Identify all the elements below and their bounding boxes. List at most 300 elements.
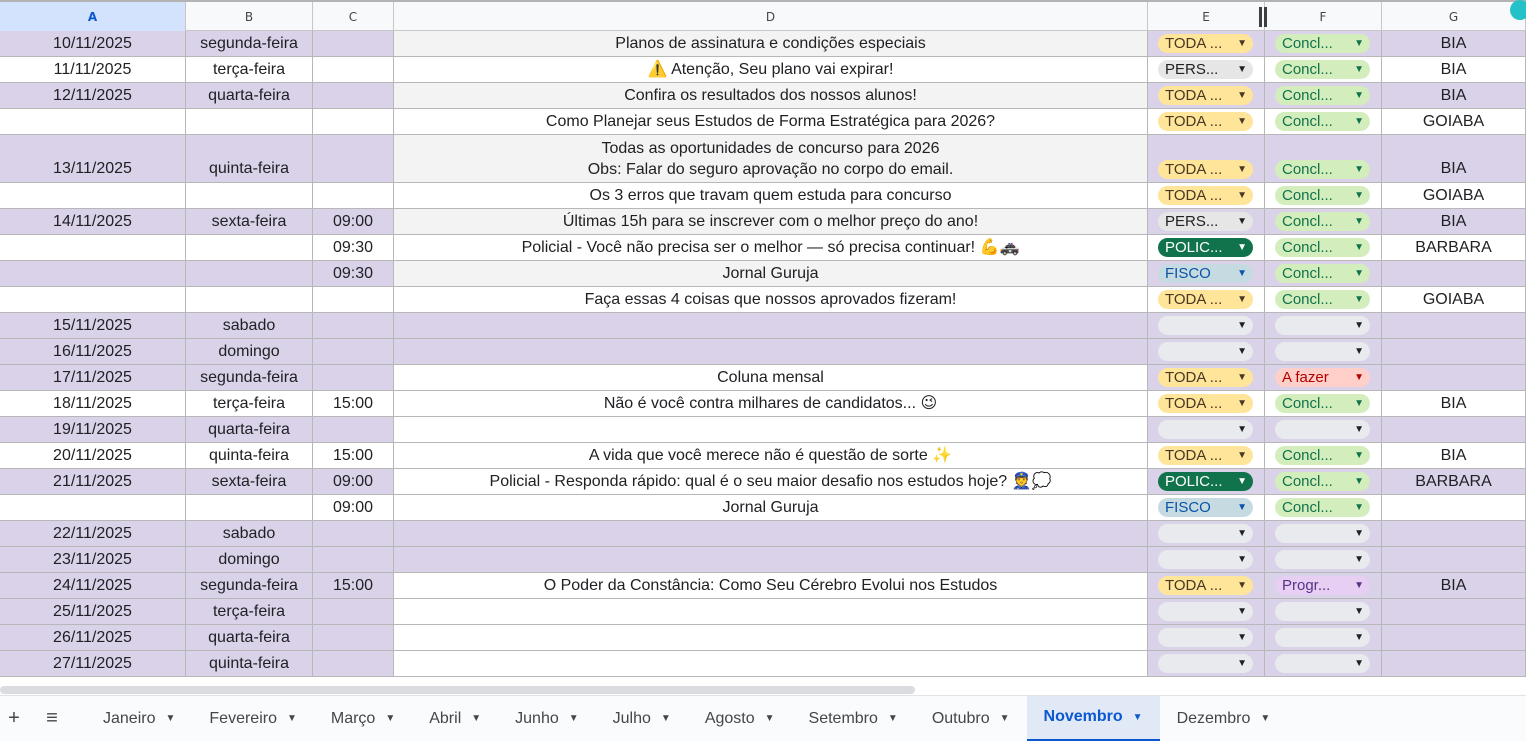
owner-cell[interactable] xyxy=(1382,599,1526,625)
weekday-cell[interactable]: domingo xyxy=(186,339,313,365)
owner-cell[interactable]: BARBARA xyxy=(1382,235,1526,261)
content-cell[interactable] xyxy=(394,109,1148,135)
dropdown-arrow-icon[interactable]: ▼ xyxy=(1354,190,1364,201)
weekday-cell[interactable] xyxy=(186,495,313,521)
status-cell[interactable] xyxy=(1265,417,1382,443)
dropdown-arrow-icon[interactable]: ▼ xyxy=(1237,632,1247,643)
time-cell[interactable] xyxy=(313,625,394,651)
cell-grid[interactable] xyxy=(0,31,1526,677)
date-cell[interactable] xyxy=(0,287,186,313)
content-cell[interactable] xyxy=(394,287,1148,313)
dropdown-arrow-icon[interactable]: ▼ xyxy=(1354,268,1364,279)
type-dropdown-chip[interactable] xyxy=(1158,628,1253,647)
dropdown-arrow-icon[interactable]: ▼ xyxy=(1354,294,1364,305)
weekday-cell[interactable]: sabado xyxy=(186,521,313,547)
type-dropdown-chip[interactable] xyxy=(1158,290,1253,309)
column-header-a[interactable]: A xyxy=(0,2,186,31)
type-dropdown-chip[interactable] xyxy=(1158,186,1253,205)
type-cell[interactable] xyxy=(1148,313,1265,339)
status-cell[interactable] xyxy=(1265,599,1382,625)
type-cell[interactable] xyxy=(1148,83,1265,109)
weekday-cell[interactable]: quarta-feira xyxy=(186,83,313,109)
content-cell[interactable] xyxy=(394,417,1148,443)
status-dropdown-chip[interactable] xyxy=(1275,524,1370,543)
dropdown-arrow-icon[interactable]: ▼ xyxy=(1354,502,1364,513)
all-sheets-menu-icon[interactable]: ≡ xyxy=(46,707,58,729)
owner-cell[interactable] xyxy=(1382,313,1526,339)
dropdown-arrow-icon[interactable]: ▼ xyxy=(1354,372,1364,383)
dropdown-arrow-icon[interactable]: ▼ xyxy=(1237,606,1247,617)
type-cell[interactable] xyxy=(1148,547,1265,573)
weekday-cell[interactable]: quinta-feira xyxy=(186,135,313,183)
dropdown-arrow-icon[interactable]: ▼ xyxy=(1354,450,1364,461)
tab-menu-arrow-icon[interactable]: ▼ xyxy=(165,713,176,724)
date-cell[interactable]: 18/11/2025 xyxy=(0,391,186,417)
sheet-tab-abril[interactable] xyxy=(412,696,498,741)
tab-menu-arrow-icon[interactable]: ▼ xyxy=(764,713,775,724)
weekday-cell[interactable]: segunda-feira xyxy=(186,573,313,599)
date-cell[interactable]: 21/11/2025 xyxy=(0,469,186,495)
tab-menu-arrow-icon[interactable]: ▼ xyxy=(1260,713,1271,724)
status-cell[interactable] xyxy=(1265,469,1382,495)
status-dropdown-chip[interactable] xyxy=(1275,212,1370,231)
weekday-cell[interactable] xyxy=(186,261,313,287)
date-cell[interactable]: 14/11/2025 xyxy=(0,209,186,235)
date-cell[interactable]: 16/11/2025 xyxy=(0,339,186,365)
owner-cell[interactable]: BIA xyxy=(1382,391,1526,417)
type-dropdown-chip[interactable] xyxy=(1158,34,1253,53)
dropdown-arrow-icon[interactable]: ▼ xyxy=(1354,606,1364,617)
type-dropdown-chip[interactable] xyxy=(1158,550,1253,569)
type-cell[interactable] xyxy=(1148,651,1265,677)
tab-menu-arrow-icon[interactable]: ▼ xyxy=(471,713,482,724)
type-dropdown-chip[interactable] xyxy=(1158,602,1253,621)
type-dropdown-chip[interactable] xyxy=(1158,316,1253,335)
type-cell[interactable] xyxy=(1148,417,1265,443)
dropdown-arrow-icon[interactable]: ▼ xyxy=(1237,268,1247,279)
status-cell[interactable] xyxy=(1265,287,1382,313)
status-cell[interactable] xyxy=(1265,443,1382,469)
owner-cell[interactable]: GOIABA xyxy=(1382,109,1526,135)
tab-menu-arrow-icon[interactable]: ▼ xyxy=(999,713,1010,724)
time-cell[interactable] xyxy=(313,547,394,573)
type-cell[interactable] xyxy=(1148,235,1265,261)
date-cell[interactable] xyxy=(0,261,186,287)
content-cell[interactable] xyxy=(394,313,1148,339)
weekday-cell[interactable]: sabado xyxy=(186,313,313,339)
weekday-cell[interactable]: quinta-feira xyxy=(186,443,313,469)
sheet-tab-janeiro[interactable] xyxy=(86,696,192,741)
dropdown-arrow-icon[interactable]: ▼ xyxy=(1354,658,1364,669)
weekday-cell[interactable]: terça-feira xyxy=(186,391,313,417)
tab-menu-arrow-icon[interactable]: ▼ xyxy=(568,713,579,724)
content-cell[interactable] xyxy=(394,235,1148,261)
date-cell[interactable] xyxy=(0,495,186,521)
status-dropdown-chip[interactable] xyxy=(1275,420,1370,439)
time-cell[interactable] xyxy=(313,521,394,547)
time-cell[interactable] xyxy=(313,287,394,313)
date-cell[interactable]: 13/11/2025 xyxy=(0,135,186,183)
time-cell[interactable]: 15:00 xyxy=(313,391,394,417)
tab-menu-arrow-icon[interactable]: ▼ xyxy=(385,713,396,724)
type-dropdown-chip[interactable] xyxy=(1158,86,1253,105)
date-cell[interactable]: 17/11/2025 xyxy=(0,365,186,391)
sheet-tab-marco[interactable] xyxy=(314,696,412,741)
sheet-tab-fevereiro[interactable] xyxy=(192,696,313,741)
column-header-f[interactable]: F xyxy=(1265,2,1382,31)
status-dropdown-chip[interactable] xyxy=(1275,290,1370,309)
status-dropdown-chip[interactable] xyxy=(1275,112,1370,131)
time-cell[interactable]: 09:30 xyxy=(313,235,394,261)
time-cell[interactable] xyxy=(313,339,394,365)
type-cell[interactable] xyxy=(1148,599,1265,625)
owner-cell[interactable] xyxy=(1382,339,1526,365)
dropdown-arrow-icon[interactable]: ▼ xyxy=(1354,554,1364,565)
status-cell[interactable] xyxy=(1265,209,1382,235)
type-cell[interactable] xyxy=(1148,57,1265,83)
owner-cell[interactable]: GOIABA xyxy=(1382,287,1526,313)
type-cell[interactable] xyxy=(1148,573,1265,599)
time-cell[interactable]: 09:00 xyxy=(313,469,394,495)
owner-cell[interactable] xyxy=(1382,365,1526,391)
date-cell[interactable]: 25/11/2025 xyxy=(0,599,186,625)
type-cell[interactable] xyxy=(1148,339,1265,365)
status-dropdown-chip[interactable] xyxy=(1275,628,1370,647)
tab-menu-arrow-icon[interactable]: ▼ xyxy=(286,713,297,724)
dropdown-arrow-icon[interactable]: ▼ xyxy=(1237,294,1247,305)
dropdown-arrow-icon[interactable]: ▼ xyxy=(1354,38,1364,49)
status-cell[interactable] xyxy=(1265,547,1382,573)
type-dropdown-chip[interactable] xyxy=(1158,112,1253,131)
type-cell[interactable] xyxy=(1148,183,1265,209)
status-cell[interactable] xyxy=(1265,135,1382,183)
owner-cell[interactable] xyxy=(1382,625,1526,651)
dropdown-arrow-icon[interactable]: ▼ xyxy=(1237,658,1247,669)
dropdown-arrow-icon[interactable]: ▼ xyxy=(1237,424,1247,435)
collaborator-avatar[interactable] xyxy=(1510,0,1526,20)
date-cell[interactable]: 26/11/2025 xyxy=(0,625,186,651)
time-cell[interactable] xyxy=(313,599,394,625)
owner-cell[interactable] xyxy=(1382,521,1526,547)
tab-menu-arrow-icon[interactable]: ▼ xyxy=(1132,711,1143,723)
sheet-tab-dezembro[interactable] xyxy=(1160,696,1288,741)
type-cell[interactable] xyxy=(1148,31,1265,57)
type-cell[interactable] xyxy=(1148,469,1265,495)
status-dropdown-chip[interactable] xyxy=(1275,34,1370,53)
type-cell[interactable] xyxy=(1148,209,1265,235)
status-dropdown-chip[interactable] xyxy=(1275,186,1370,205)
type-dropdown-chip[interactable] xyxy=(1158,160,1253,179)
type-cell[interactable] xyxy=(1148,287,1265,313)
dropdown-arrow-icon[interactable]: ▼ xyxy=(1354,90,1364,101)
status-dropdown-chip[interactable] xyxy=(1275,60,1370,79)
type-cell[interactable] xyxy=(1148,261,1265,287)
status-cell[interactable] xyxy=(1265,651,1382,677)
status-dropdown-chip[interactable] xyxy=(1275,368,1370,387)
time-cell[interactable] xyxy=(313,57,394,83)
status-dropdown-chip[interactable] xyxy=(1275,264,1370,283)
dropdown-arrow-icon[interactable]: ▼ xyxy=(1237,64,1247,75)
date-cell[interactable] xyxy=(0,183,186,209)
type-dropdown-chip[interactable] xyxy=(1158,368,1253,387)
tab-menu-arrow-icon[interactable]: ▼ xyxy=(887,713,898,724)
time-cell[interactable] xyxy=(313,183,394,209)
type-dropdown-chip[interactable] xyxy=(1158,576,1253,595)
date-cell[interactable]: 23/11/2025 xyxy=(0,547,186,573)
dropdown-arrow-icon[interactable]: ▼ xyxy=(1354,476,1364,487)
owner-cell[interactable]: BIA xyxy=(1382,31,1526,57)
time-cell[interactable] xyxy=(313,83,394,109)
content-cell[interactable] xyxy=(394,651,1148,677)
date-cell[interactable]: 20/11/2025 xyxy=(0,443,186,469)
content-cell[interactable] xyxy=(394,339,1148,365)
status-dropdown-chip[interactable] xyxy=(1275,550,1370,569)
content-cell[interactable] xyxy=(394,365,1148,391)
tab-menu-arrow-icon[interactable]: ▼ xyxy=(660,713,671,724)
content-cell[interactable] xyxy=(394,521,1148,547)
owner-cell[interactable]: BIA xyxy=(1382,135,1526,183)
dropdown-arrow-icon[interactable]: ▼ xyxy=(1354,64,1364,75)
column-header-g[interactable]: G xyxy=(1382,2,1526,31)
dropdown-arrow-icon[interactable]: ▼ xyxy=(1237,190,1247,201)
type-dropdown-chip[interactable] xyxy=(1158,394,1253,413)
content-cell[interactable] xyxy=(394,495,1148,521)
type-cell[interactable] xyxy=(1148,365,1265,391)
time-cell[interactable]: 15:00 xyxy=(313,573,394,599)
content-cell[interactable] xyxy=(394,443,1148,469)
status-cell[interactable] xyxy=(1265,391,1382,417)
type-dropdown-chip[interactable] xyxy=(1158,420,1253,439)
column-header-d[interactable]: D xyxy=(394,2,1148,31)
content-cell[interactable] xyxy=(394,469,1148,495)
type-dropdown-chip[interactable] xyxy=(1158,498,1253,517)
status-cell[interactable] xyxy=(1265,83,1382,109)
type-cell[interactable] xyxy=(1148,443,1265,469)
column-header-e[interactable]: E xyxy=(1148,2,1265,31)
status-cell[interactable] xyxy=(1265,31,1382,57)
owner-cell[interactable] xyxy=(1382,651,1526,677)
status-dropdown-chip[interactable] xyxy=(1275,446,1370,465)
status-cell[interactable] xyxy=(1265,183,1382,209)
content-cell[interactable] xyxy=(394,31,1148,57)
content-cell[interactable] xyxy=(394,183,1148,209)
type-dropdown-chip[interactable] xyxy=(1158,446,1253,465)
weekday-cell[interactable] xyxy=(186,183,313,209)
dropdown-arrow-icon[interactable]: ▼ xyxy=(1237,476,1247,487)
weekday-cell[interactable]: domingo xyxy=(186,547,313,573)
owner-cell[interactable]: BIA xyxy=(1382,573,1526,599)
dropdown-arrow-icon[interactable]: ▼ xyxy=(1237,320,1247,331)
owner-cell[interactable] xyxy=(1382,417,1526,443)
date-cell[interactable] xyxy=(0,109,186,135)
time-cell[interactable] xyxy=(313,417,394,443)
dropdown-arrow-icon[interactable]: ▼ xyxy=(1237,38,1247,49)
time-cell[interactable] xyxy=(313,313,394,339)
type-dropdown-chip[interactable] xyxy=(1158,654,1253,673)
content-cell[interactable] xyxy=(394,547,1148,573)
time-cell[interactable] xyxy=(313,651,394,677)
table-row xyxy=(0,521,1526,547)
type-dropdown-chip[interactable] xyxy=(1158,60,1253,79)
type-cell[interactable] xyxy=(1148,495,1265,521)
weekday-cell[interactable] xyxy=(186,109,313,135)
weekday-cell[interactable]: terça-feira xyxy=(186,57,313,83)
status-cell[interactable] xyxy=(1265,313,1382,339)
dropdown-arrow-icon[interactable]: ▼ xyxy=(1354,398,1364,409)
owner-cell[interactable]: BIA xyxy=(1382,209,1526,235)
status-dropdown-chip[interactable] xyxy=(1275,238,1370,257)
type-cell[interactable] xyxy=(1148,625,1265,651)
content-cell[interactable] xyxy=(394,209,1148,235)
content-cell[interactable] xyxy=(394,599,1148,625)
status-cell[interactable] xyxy=(1265,365,1382,391)
dropdown-arrow-icon[interactable]: ▼ xyxy=(1237,502,1247,513)
sheet-tab-junho[interactable] xyxy=(498,696,596,741)
dropdown-arrow-icon[interactable]: ▼ xyxy=(1237,242,1247,253)
type-dropdown-chip[interactable] xyxy=(1158,212,1253,231)
sheet-tab-novembro[interactable] xyxy=(1027,696,1160,741)
dropdown-arrow-icon[interactable]: ▼ xyxy=(1354,346,1364,357)
dropdown-arrow-icon[interactable]: ▼ xyxy=(1354,116,1364,127)
time-cell[interactable] xyxy=(313,135,394,183)
content-cell[interactable] xyxy=(394,83,1148,109)
owner-cell[interactable]: BIA xyxy=(1382,83,1526,109)
freeze-handle-icon[interactable] xyxy=(1259,7,1267,27)
dropdown-arrow-icon[interactable]: ▼ xyxy=(1354,528,1364,539)
status-cell[interactable] xyxy=(1265,57,1382,83)
time-cell[interactable] xyxy=(313,109,394,135)
type-cell[interactable] xyxy=(1148,391,1265,417)
column-header-c[interactable]: C xyxy=(313,2,394,31)
weekday-cell[interactable]: terça-feira xyxy=(186,599,313,625)
date-cell[interactable]: 15/11/2025 xyxy=(0,313,186,339)
horizontal-scrollbar[interactable] xyxy=(0,686,915,694)
dropdown-arrow-icon[interactable]: ▼ xyxy=(1237,346,1247,357)
status-dropdown-chip[interactable] xyxy=(1275,160,1370,179)
add-sheet-icon[interactable]: + xyxy=(8,707,20,729)
sheet-tab-setembro[interactable] xyxy=(792,696,915,741)
owner-cell[interactable]: BIA xyxy=(1382,443,1526,469)
type-dropdown-chip[interactable] xyxy=(1158,524,1253,543)
dropdown-arrow-icon[interactable]: ▼ xyxy=(1354,632,1364,643)
column-header-b[interactable]: B xyxy=(186,2,313,31)
status-dropdown-chip[interactable] xyxy=(1275,316,1370,335)
status-cell[interactable] xyxy=(1265,521,1382,547)
content-cell[interactable] xyxy=(394,135,1148,183)
date-cell[interactable]: 27/11/2025 xyxy=(0,651,186,677)
date-cell[interactable]: 22/11/2025 xyxy=(0,521,186,547)
sheet-tab-outubro[interactable] xyxy=(915,696,1027,741)
status-cell[interactable] xyxy=(1265,109,1382,135)
dropdown-arrow-icon[interactable]: ▼ xyxy=(1237,580,1247,591)
time-cell[interactable]: 09:30 xyxy=(313,261,394,287)
status-dropdown-chip[interactable] xyxy=(1275,576,1370,595)
owner-cell[interactable]: BARBARA xyxy=(1382,469,1526,495)
date-cell[interactable]: 24/11/2025 xyxy=(0,573,186,599)
status-cell[interactable] xyxy=(1265,261,1382,287)
dropdown-arrow-icon[interactable]: ▼ xyxy=(1354,216,1364,227)
dropdown-arrow-icon[interactable]: ▼ xyxy=(1237,116,1247,127)
dropdown-arrow-icon[interactable]: ▼ xyxy=(1354,580,1364,591)
content-cell[interactable] xyxy=(394,391,1148,417)
date-cell[interactable]: 12/11/2025 xyxy=(0,83,186,109)
weekday-cell[interactable] xyxy=(186,287,313,313)
status-dropdown-chip[interactable] xyxy=(1275,394,1370,413)
time-cell[interactable]: 15:00 xyxy=(313,443,394,469)
date-cell[interactable]: 10/11/2025 xyxy=(0,31,186,57)
time-cell[interactable] xyxy=(313,365,394,391)
weekday-cell[interactable] xyxy=(186,235,313,261)
sheet-tab-agosto[interactable] xyxy=(688,696,792,741)
dropdown-arrow-icon[interactable]: ▼ xyxy=(1354,164,1364,175)
status-cell[interactable] xyxy=(1265,625,1382,651)
content-cell[interactable] xyxy=(394,573,1148,599)
dropdown-arrow-icon[interactable]: ▼ xyxy=(1354,242,1364,253)
weekday-cell[interactable]: segunda-feira xyxy=(186,365,313,391)
dropdown-arrow-icon[interactable]: ▼ xyxy=(1237,398,1247,409)
type-dropdown-chip[interactable] xyxy=(1158,264,1253,283)
content-cell[interactable] xyxy=(394,625,1148,651)
status-cell[interactable] xyxy=(1265,235,1382,261)
dropdown-arrow-icon[interactable]: ▼ xyxy=(1354,424,1364,435)
weekday-cell[interactable]: quarta-feira xyxy=(186,625,313,651)
content-cell[interactable] xyxy=(394,57,1148,83)
status-cell[interactable] xyxy=(1265,495,1382,521)
dropdown-arrow-icon[interactable]: ▼ xyxy=(1354,320,1364,331)
dropdown-arrow-icon[interactable]: ▼ xyxy=(1237,450,1247,461)
type-dropdown-chip[interactable] xyxy=(1158,238,1253,257)
owner-cell[interactable] xyxy=(1382,495,1526,521)
dropdown-arrow-icon[interactable]: ▼ xyxy=(1237,372,1247,383)
owner-cell[interactable]: BIA xyxy=(1382,57,1526,83)
dropdown-arrow-icon[interactable]: ▼ xyxy=(1237,528,1247,539)
weekday-cell[interactable]: sexta-feira xyxy=(186,469,313,495)
dropdown-arrow-icon[interactable]: ▼ xyxy=(1237,554,1247,565)
date-cell[interactable]: 19/11/2025 xyxy=(0,417,186,443)
type-cell[interactable] xyxy=(1148,521,1265,547)
status-dropdown-chip[interactable] xyxy=(1275,654,1370,673)
owner-cell[interactable] xyxy=(1382,547,1526,573)
sheet-tab-julho[interactable] xyxy=(596,696,688,741)
type-cell[interactable] xyxy=(1148,109,1265,135)
date-cell[interactable]: 11/11/2025 xyxy=(0,57,186,83)
weekday-cell[interactable]: quinta-feira xyxy=(186,651,313,677)
dropdown-arrow-icon[interactable]: ▼ xyxy=(1237,164,1247,175)
weekday-cell[interactable]: quarta-feira xyxy=(186,417,313,443)
time-cell[interactable] xyxy=(313,31,394,57)
status-dropdown-chip[interactable] xyxy=(1275,472,1370,491)
type-dropdown-chip[interactable] xyxy=(1158,472,1253,491)
type-dropdown-chip[interactable] xyxy=(1158,342,1253,361)
date-cell[interactable] xyxy=(0,235,186,261)
status-dropdown-chip[interactable] xyxy=(1275,342,1370,361)
dropdown-arrow-icon[interactable]: ▼ xyxy=(1237,216,1247,227)
status-cell[interactable] xyxy=(1265,573,1382,599)
weekday-cell[interactable]: segunda-feira xyxy=(186,31,313,57)
dropdown-arrow-icon[interactable]: ▼ xyxy=(1237,90,1247,101)
owner-cell[interactable]: GOIABA xyxy=(1382,183,1526,209)
content-cell[interactable] xyxy=(394,261,1148,287)
owner-cell[interactable] xyxy=(1382,261,1526,287)
type-cell[interactable] xyxy=(1148,135,1265,183)
status-cell[interactable] xyxy=(1265,339,1382,365)
time-cell[interactable]: 09:00 xyxy=(313,495,394,521)
weekday-cell[interactable]: sexta-feira xyxy=(186,209,313,235)
status-dropdown-chip[interactable] xyxy=(1275,498,1370,517)
time-cell[interactable]: 09:00 xyxy=(313,209,394,235)
status-dropdown-chip[interactable] xyxy=(1275,602,1370,621)
status-dropdown-chip[interactable] xyxy=(1275,86,1370,105)
